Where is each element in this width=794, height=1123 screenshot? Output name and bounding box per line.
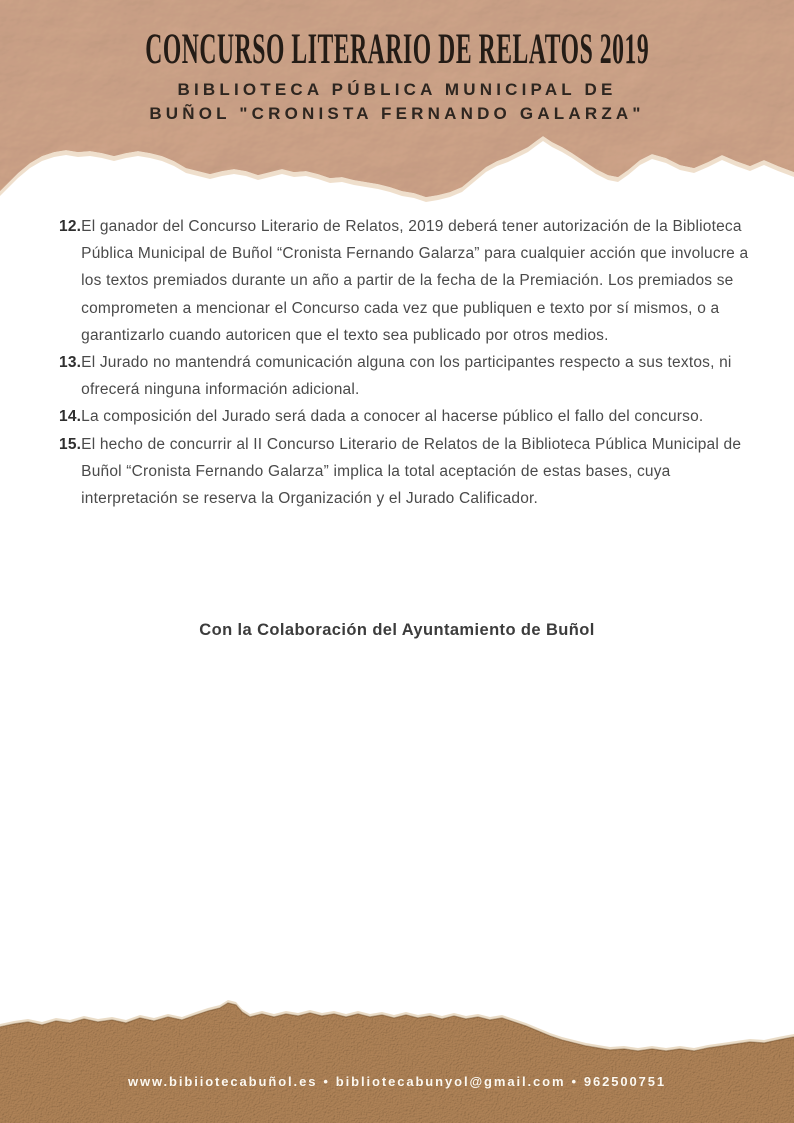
rule-item-15: [59, 431, 749, 513]
rule-item-13: [59, 349, 749, 403]
subtitle-line-2: BUÑOL "CRONISTA FERNANDO GALARZA": [149, 104, 645, 124]
header: [0, 0, 794, 126]
rule-text: El ganador del Concurso Literario de Relatos, 2019 deberá tener autorización de la Biblioteca Pública Municipal de Buñol “Cronista Fernando Galarza” para cualquier acción que involucre a los textos premiados durante un año a partir de la fecha de la Premiación. Los premiados se comprometen a mencionar el Concurso cada vez que publiquen e texto por sí mismos, o a garantizarlo cuando autoricen que el texto sea publicado por otros medios.: [81, 218, 749, 344]
rule-text: El hecho de concurrir al II Concurso Literario de Relatos de la Biblioteca Pública Municipal de Buñol “Cronista Fernando Galarza” implica la total aceptación de estas bases, cuya interpretación se reserva la Organización y el Jurado Calificador.: [81, 435, 742, 508]
rule-number: 15.: [59, 435, 82, 453]
subtitle-line-1: BIBLIOTECA PÚBLICA MUNICIPAL DE: [177, 80, 617, 100]
rule-number: 13.: [59, 354, 82, 372]
bullet-separator: •: [571, 1074, 578, 1089]
page-subtitle: [0, 78, 794, 126]
collaboration-note: Con la Colaboración del Ayuntamiento de Buñol: [199, 621, 595, 639]
rule-number: 12.: [59, 218, 82, 235]
footer-contact: [0, 1074, 794, 1089]
footer-phone: 962500751: [583, 1074, 667, 1089]
rule-item-12: [59, 213, 749, 349]
rule-number: 14.: [59, 408, 82, 426]
bullet-separator: •: [323, 1074, 330, 1089]
rules-list: [59, 213, 749, 512]
page-title: CONCURSO LITERARIO DE RELATOS 2019: [144, 26, 650, 73]
footer-website: www.bibiiotecabuñol.es: [127, 1074, 318, 1089]
rule-item-14: [59, 403, 749, 430]
footer-email: bibliotecabunyol@gmail.com: [335, 1074, 566, 1089]
rule-text: La composición del Jurado será dada a conocer al hacerse público el fallo del concurso.: [81, 408, 704, 426]
footer-torn-paper: [0, 993, 794, 1123]
rule-text: El Jurado no mantendrá comunicación alguna con los participantes respecto a sus textos, ni ofrecerá ninguna información adicional.: [81, 354, 732, 399]
